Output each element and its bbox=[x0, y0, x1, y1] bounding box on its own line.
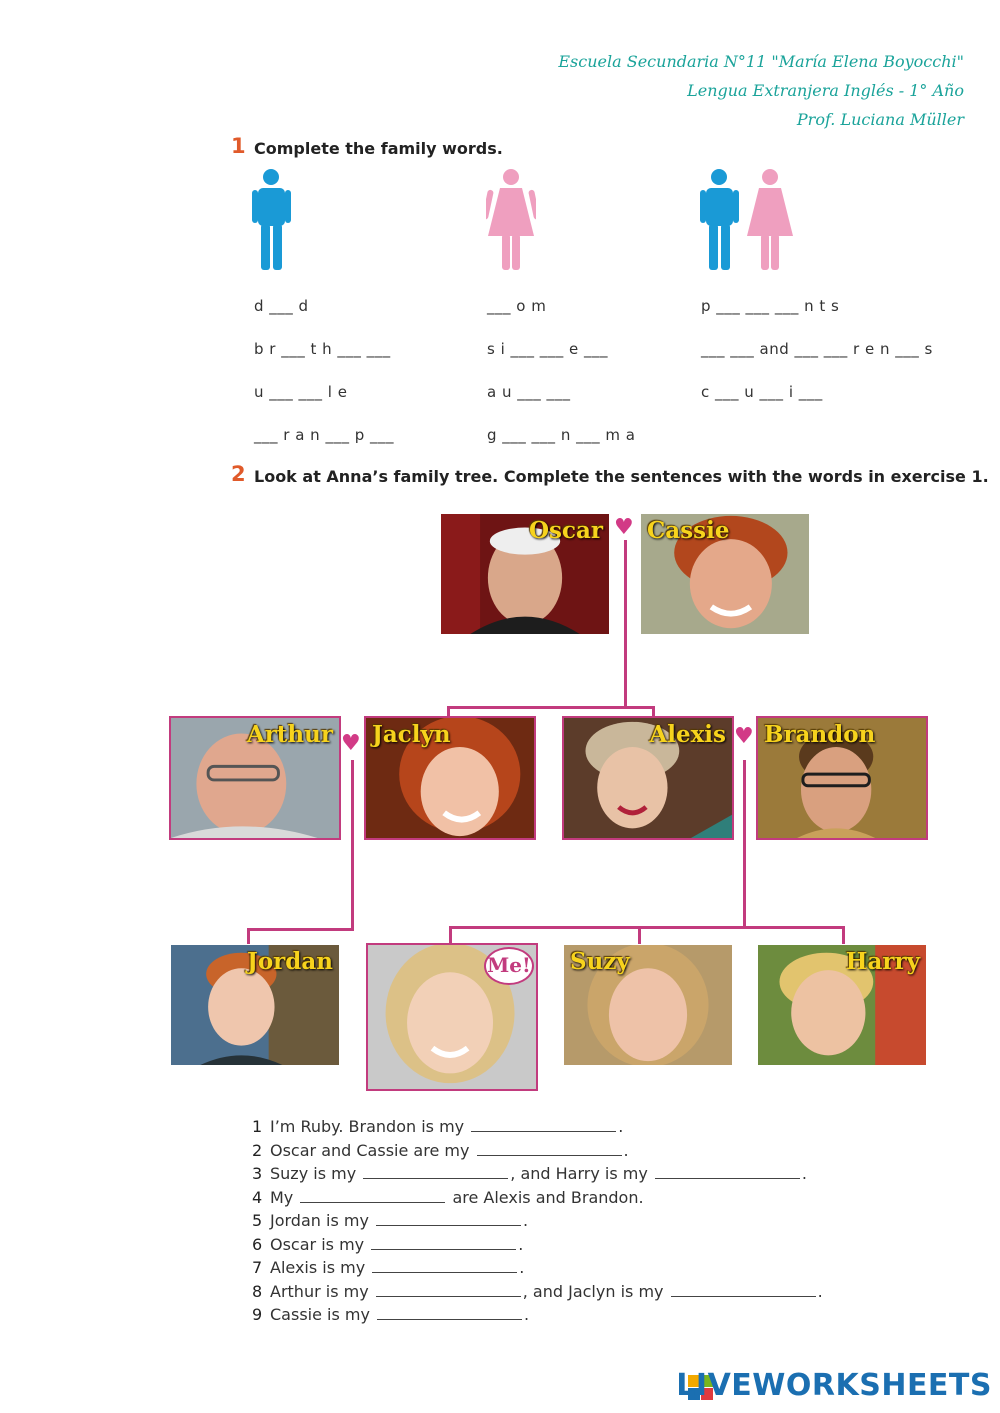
tree-line-children bbox=[449, 926, 845, 929]
answer-blank[interactable] bbox=[300, 1188, 445, 1203]
photo-oscar bbox=[439, 512, 611, 636]
word-uncle[interactable]: u ___ ___ l e bbox=[254, 383, 348, 401]
name-jordan: Jordan bbox=[246, 948, 333, 975]
heart-icon: ♥ bbox=[734, 724, 754, 749]
male-figure-icon bbox=[252, 168, 292, 272]
tree-line-me bbox=[449, 926, 452, 944]
name-cassie: Cassie bbox=[647, 517, 730, 544]
word-dad[interactable]: d ___ d bbox=[254, 297, 309, 315]
word-sister[interactable]: s i ___ ___ e ___ bbox=[487, 340, 609, 358]
tree-line-suzy bbox=[638, 926, 641, 944]
sentence-9: 9 Cassie is my . bbox=[252, 1305, 530, 1324]
name-jaclyn: Jaclyn bbox=[372, 721, 451, 748]
word-grandparents[interactable]: ___ ___ and ___ ___ r e n ___ s bbox=[701, 340, 933, 358]
subject-line: Lengua Extranjera Inglés - 1° Año bbox=[687, 81, 964, 100]
teacher-name: Prof. Luciana Müller bbox=[796, 110, 964, 129]
name-suzy: Suzy bbox=[570, 948, 630, 975]
name-harry: Harry bbox=[845, 948, 920, 975]
sentence-6: 6 Oscar is my . bbox=[252, 1235, 524, 1254]
answer-blank[interactable] bbox=[376, 1211, 521, 1226]
tree-line-jordan-drop bbox=[247, 928, 250, 944]
exercise1-title: Complete the family words. bbox=[254, 139, 503, 158]
word-aunt[interactable]: a u ___ ___ bbox=[487, 383, 571, 401]
photo-cassie bbox=[639, 512, 811, 636]
photo-alexis bbox=[562, 716, 734, 840]
photo-brandon bbox=[756, 716, 928, 840]
tree-line-siblings bbox=[447, 706, 655, 709]
school-name: Escuela Secundaria N°11 "María Elena Boyocchi" bbox=[558, 52, 964, 71]
word-grandpa[interactable]: ___ r a n ___ p ___ bbox=[254, 426, 394, 444]
heart-icon: ♥ bbox=[341, 731, 361, 756]
exercise2-title: Look at Anna’s family tree. Complete the sentences with the words in exercise 1. bbox=[254, 467, 989, 486]
answer-blank[interactable] bbox=[363, 1164, 508, 1179]
answer-blank[interactable] bbox=[471, 1117, 616, 1132]
photo-me bbox=[366, 943, 538, 1091]
answer-blank[interactable] bbox=[655, 1164, 800, 1179]
photo-harry bbox=[756, 943, 928, 1067]
tree-line-arthur-jaclyn bbox=[351, 760, 354, 930]
sentence-8: 8 Arthur is my , and Jaclyn is my . bbox=[252, 1282, 823, 1301]
sentence-3: 3 Suzy is my , and Harry is my . bbox=[252, 1164, 807, 1183]
tree-line-grandparents bbox=[624, 540, 627, 708]
answer-blank[interactable] bbox=[372, 1258, 517, 1273]
word-mom[interactable]: ___ o m bbox=[487, 297, 547, 315]
liveworksheets-brand[interactable]: LIVEWORKSHEETS bbox=[676, 1368, 992, 1403]
photo-suzy bbox=[562, 943, 734, 1067]
photo-jaclyn bbox=[364, 716, 536, 840]
tree-line-harry bbox=[842, 926, 845, 944]
answer-blank[interactable] bbox=[376, 1282, 521, 1297]
name-arthur: Arthur bbox=[246, 721, 333, 748]
tree-line-alexis-brandon bbox=[743, 760, 746, 928]
sentence-1: 1 I’m Ruby. Brandon is my . bbox=[252, 1117, 624, 1136]
tree-line-jordan bbox=[247, 928, 354, 931]
answer-blank[interactable] bbox=[377, 1305, 522, 1320]
word-cousin[interactable]: c ___ u ___ i ___ bbox=[701, 383, 823, 401]
name-brandon: Brandon bbox=[764, 721, 876, 748]
photo-arthur bbox=[169, 716, 341, 840]
sentence-4: 4 My are Alexis and Brandon. bbox=[252, 1188, 644, 1207]
exercise1-number: 1 bbox=[231, 134, 246, 158]
heart-icon: ♥ bbox=[614, 515, 634, 540]
name-alexis: Alexis bbox=[649, 721, 726, 748]
me-bubble: Me! bbox=[484, 947, 534, 985]
sentence-2: 2 Oscar and Cassie are my . bbox=[252, 1141, 629, 1160]
word-parents[interactable]: p ___ ___ ___ n t s bbox=[701, 297, 840, 315]
word-brother[interactable]: b r ___ t h ___ ___ bbox=[254, 340, 391, 358]
answer-blank[interactable] bbox=[371, 1235, 516, 1250]
female-figure-icon bbox=[486, 168, 536, 272]
name-oscar: Oscar bbox=[528, 517, 603, 544]
couple-figure-icon bbox=[700, 168, 796, 272]
answer-blank[interactable] bbox=[477, 1141, 622, 1156]
photo-jordan bbox=[169, 943, 341, 1067]
word-grandma[interactable]: g ___ ___ n ___ m a bbox=[487, 426, 636, 444]
answer-blank[interactable] bbox=[671, 1282, 816, 1297]
sentence-5: 5 Jordan is my . bbox=[252, 1211, 529, 1230]
exercise2-number: 2 bbox=[231, 462, 246, 486]
sentence-7: 7 Alexis is my . bbox=[252, 1258, 525, 1277]
